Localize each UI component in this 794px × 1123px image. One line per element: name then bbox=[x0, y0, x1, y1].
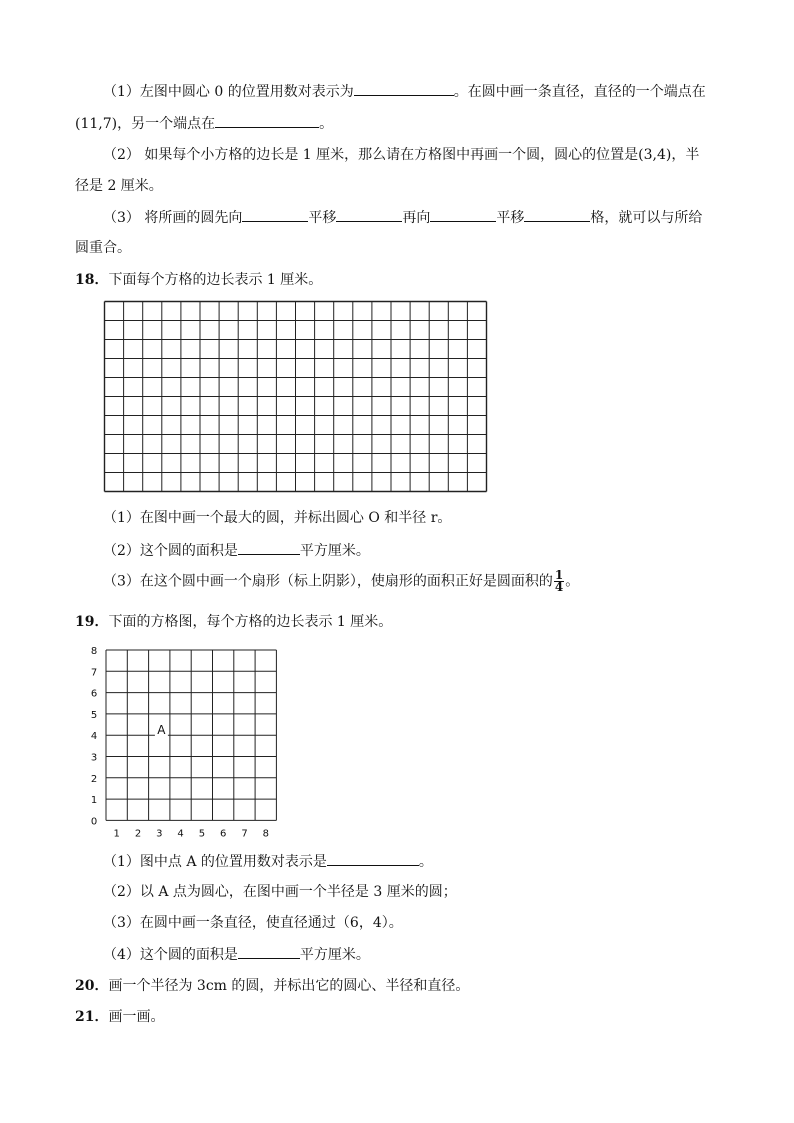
q19-number: 19． bbox=[75, 614, 109, 630]
q18-part1-line bbox=[103, 508, 451, 528]
q19-part4-line bbox=[103, 944, 370, 965]
q19-coordinate-grid[interactable] bbox=[86, 644, 286, 840]
q17-part2-text-a: （2） 如果每个小方格的边长是 1 厘米，那么请在方格图中再画一个圆，圆心的位置是(3,4)，半 bbox=[103, 147, 700, 163]
q17-part3-text-f: 圆重合。 bbox=[75, 240, 131, 256]
q20-stem: 画一个半径为 3cm 的圆，并标出它的圆心、半径和直径。 bbox=[108, 978, 470, 994]
q17-part3-text-c: 再向 bbox=[402, 210, 431, 226]
q21-stem: 画一画。 bbox=[108, 1009, 165, 1025]
q18-fraction-numerator: 1 bbox=[554, 568, 564, 582]
x-axis-tick-label: 2 bbox=[134, 828, 142, 840]
q17-part3-text-d: 平移 bbox=[496, 210, 525, 226]
q17-part3-text-e: 格，就可以与所给 bbox=[590, 210, 703, 226]
q19-part1-text-a: （1）图中点 A 的位置用数对表示是 bbox=[103, 854, 327, 870]
q18-part3-fraction bbox=[554, 570, 564, 593]
q17-part3-line1 bbox=[103, 207, 702, 228]
q18-part2-line bbox=[103, 540, 370, 561]
y-axis-tick-label: 2 bbox=[90, 773, 98, 785]
y-axis-tick-label: 8 bbox=[90, 646, 98, 657]
q18-part2-text-a: （2）这个圆的面积是 bbox=[103, 543, 238, 559]
x-axis-tick-label: 6 bbox=[220, 828, 227, 840]
q19-part4-text-a: （4）这个圆的面积是 bbox=[103, 947, 238, 963]
q18-part2-text-b: 平方厘米。 bbox=[299, 543, 370, 559]
q20-number: 20． bbox=[75, 978, 109, 994]
q19-part4-text-b: 平方厘米。 bbox=[299, 947, 370, 963]
q17-part3-blank-count2[interactable] bbox=[524, 207, 590, 222]
q18-part3-text-b: 。 bbox=[565, 573, 580, 590]
q18-part1-text: （1）在图中画一个最大的圆，并标出圆心 O 和半径 r。 bbox=[103, 510, 452, 526]
q17-part1-line2 bbox=[75, 113, 333, 134]
q17-part3-text-b: 平移 bbox=[308, 210, 337, 226]
y-axis-tick-label: 6 bbox=[90, 688, 98, 700]
q17-part3-text-a: （3） 将所画的圆先向 bbox=[103, 210, 243, 226]
q19-part2-line bbox=[103, 882, 457, 902]
x-axis-tick-label: 1 bbox=[113, 828, 120, 840]
q19-part1-blank-pair[interactable] bbox=[327, 851, 419, 866]
x-axis-tick-label: 5 bbox=[198, 828, 206, 840]
q17-part1-text-a: （1）左图中圆心 0 的位置用数对表示为 bbox=[103, 84, 354, 100]
q18-part2-blank-area[interactable] bbox=[238, 540, 300, 555]
q19-part1-line bbox=[103, 851, 433, 872]
q18-stem-line bbox=[75, 270, 322, 290]
q17-part1-blank-endpoint[interactable] bbox=[215, 113, 319, 128]
q19-stem-line bbox=[75, 612, 392, 632]
y-axis-tick-label: 3 bbox=[90, 752, 98, 764]
q17-part2-text-b: 径是 2 厘米。 bbox=[75, 178, 163, 194]
q18-stem: 下面每个方格的边长表示 1 厘米。 bbox=[108, 272, 323, 288]
q18-fraction-denominator: 4 bbox=[554, 580, 564, 594]
y-axis-tick-label: 4 bbox=[90, 731, 98, 743]
q19-part1-text-b: 。 bbox=[418, 854, 433, 870]
q17-part1-text-d: 。 bbox=[319, 116, 334, 132]
q19-part3-text: （3）在圆中画一条直径，使直径通过（6，4）。 bbox=[103, 915, 403, 931]
y-axis-tick-label: 1 bbox=[90, 795, 98, 807]
x-axis-tick-label: 4 bbox=[177, 828, 184, 840]
q21-number: 21． bbox=[75, 1009, 109, 1025]
q18-part3-text-a: （3）在这个圆中画一个扇形（标上阴影），使扇形的面积正好是圆面积的 bbox=[103, 573, 553, 590]
y-axis-tick-label: 7 bbox=[90, 667, 98, 679]
q17-part3-blank-dir2[interactable] bbox=[430, 207, 496, 222]
q17-part3-blank-count1[interactable] bbox=[336, 207, 402, 222]
x-axis-tick-label: 7 bbox=[241, 828, 248, 840]
q19-part2-text: （2）以 A 点为圆心，在图中画一个半径是 3 厘米的圆； bbox=[103, 884, 457, 900]
q18-part3-line bbox=[103, 570, 579, 593]
q17-part1-blank-center[interactable] bbox=[354, 81, 454, 96]
q21-stem-line bbox=[75, 1007, 164, 1027]
q17-part2-line1 bbox=[103, 145, 699, 165]
x-axis-tick-label: 3 bbox=[156, 828, 163, 840]
q17-part3-line2 bbox=[75, 238, 131, 258]
q17-part2-line2 bbox=[75, 176, 163, 196]
point-a-label: A bbox=[157, 723, 166, 738]
q19-stem: 下面的方格图，每个方格的边长表示 1 厘米。 bbox=[108, 614, 393, 630]
q19-part3-line bbox=[103, 913, 403, 933]
q20-stem-line bbox=[75, 976, 469, 996]
y-axis-tick-label: 0 bbox=[90, 816, 98, 828]
q18-grid[interactable] bbox=[103, 300, 489, 493]
q17-part1-text-c: (11,7)，另一个端点在 bbox=[75, 116, 216, 132]
x-axis-tick-label: 8 bbox=[262, 828, 269, 840]
q17-part1-line1 bbox=[103, 81, 706, 102]
q18-number: 18． bbox=[75, 272, 109, 288]
q17-part1-text-b: 。在圆中画一条直径，直径的一个端点在 bbox=[453, 84, 706, 100]
y-axis-tick-label: 5 bbox=[90, 709, 98, 721]
q17-part3-blank-dir1[interactable] bbox=[242, 207, 308, 222]
q19-part4-blank-area[interactable] bbox=[238, 944, 300, 959]
